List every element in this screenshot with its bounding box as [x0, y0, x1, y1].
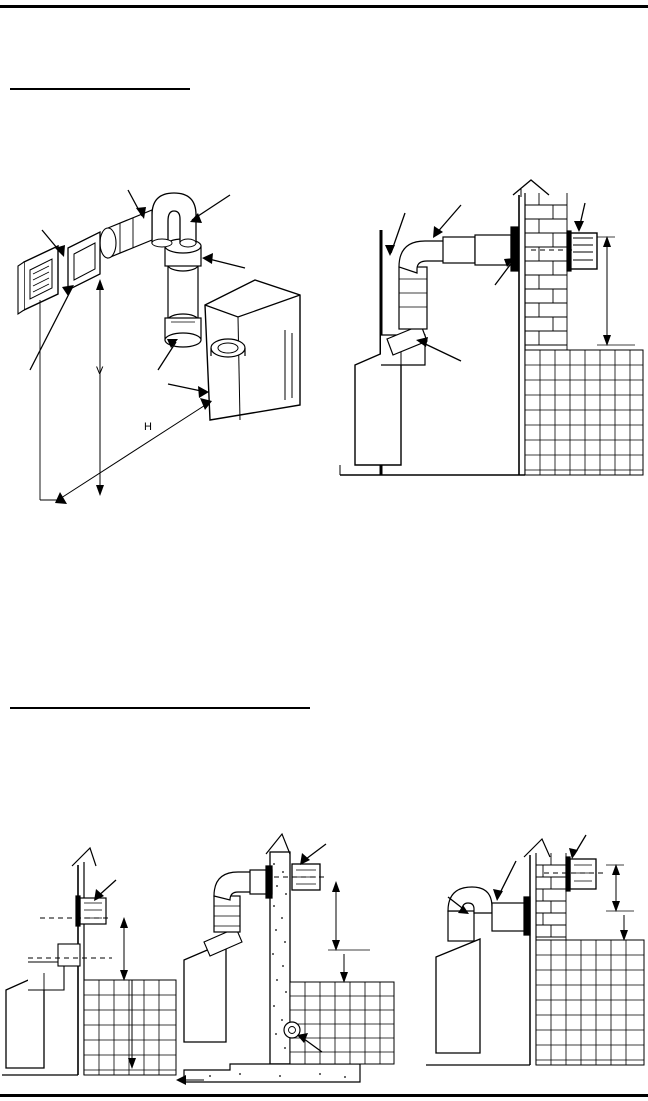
boiler-body — [355, 335, 425, 465]
terminal-cap — [567, 231, 597, 271]
vent-pipe-assembly — [448, 887, 530, 941]
section-2-heading-rule — [10, 707, 310, 709]
page-top-rule — [0, 5, 648, 8]
wall-plate — [68, 232, 100, 290]
figure-through-wall-drain — [170, 830, 400, 1090]
section-1-heading-rule — [10, 88, 190, 90]
arrow-pointer-icon — [128, 190, 146, 219]
arrow-pointer-icon — [574, 203, 585, 232]
vent-pipe-assembly — [204, 866, 272, 956]
figure-masonry-vertical-rise — [420, 835, 648, 1090]
dimension-h-label: H — [144, 421, 152, 433]
terminal-cap — [566, 857, 596, 891]
figure-vertical-sidewall — [0, 170, 340, 510]
dimension-lines — [597, 236, 635, 346]
figure-masonry-wall-horizontal — [335, 175, 648, 505]
boiler-body — [205, 280, 300, 420]
arrow-pointer-icon — [493, 861, 516, 901]
vent-pipe-vertical — [165, 239, 201, 347]
vent-pipe-assembly — [387, 227, 518, 355]
vent-elbow-top — [152, 193, 196, 247]
arrow-pointer-icon — [385, 213, 405, 256]
terminal-cap — [18, 246, 58, 314]
arrow-pointer-icon — [569, 835, 586, 859]
figure-sidewall-low — [0, 840, 180, 1090]
arrow-pointer-icon — [168, 384, 209, 398]
dimension-v-label: V — [96, 365, 104, 377]
page-bottom-rule — [0, 1094, 648, 1097]
grade-hatch — [525, 350, 643, 475]
arrow-pointer-icon — [202, 253, 245, 268]
arrow-pointer-icon — [300, 844, 326, 865]
arrow-pointer-icon — [433, 205, 461, 238]
